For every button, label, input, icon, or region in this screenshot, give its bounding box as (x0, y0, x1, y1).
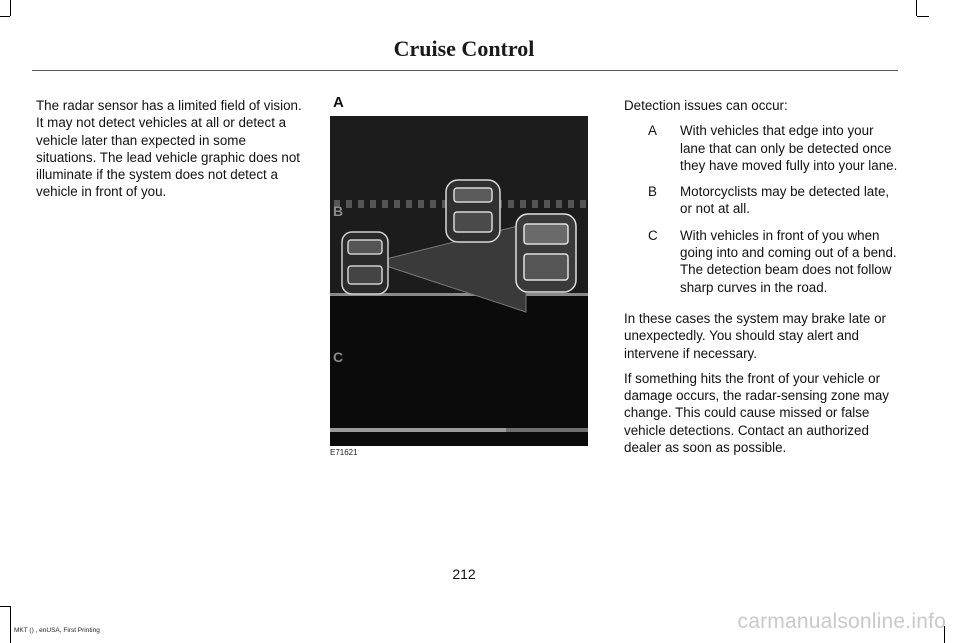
left-paragraph: The radar sensor has a limited field of vision. It may not detect vehicles at all or detect a vehicle later than expected in some situations. The lead vehicle graphic does not illuminate if the system does not detect a vehicle in front of you. (36, 98, 302, 200)
list-item (624, 122, 898, 174)
header-rule (32, 70, 898, 71)
figure-label-a: A (333, 94, 344, 111)
lane-change-car (446, 180, 500, 242)
crop-mark (10, 606, 11, 643)
list-item (624, 183, 898, 218)
crop-mark (0, 606, 10, 607)
watermark: carmanualsonline.info (737, 610, 946, 633)
crop-mark (10, 0, 11, 16)
figure-label-b: B (333, 203, 344, 219)
item-letter: A (648, 123, 657, 139)
figure-code: E71621 (330, 448, 358, 457)
list-item (624, 227, 898, 296)
page-number: 212 (452, 566, 476, 582)
figure-label-c: C (333, 349, 344, 365)
item-text: With vehicles that edge into your lane that can only be detected once they have moved fully into your lane. (680, 123, 898, 173)
radar-figure (330, 116, 588, 446)
edition-footer: MKT () , enUSA, First Printing (14, 627, 100, 634)
item-letter: B (648, 184, 657, 200)
crop-mark (0, 16, 10, 17)
detection-intro: Detection issues can occur: (624, 98, 788, 113)
item-letter: C (648, 227, 658, 243)
brake-warning-paragraph: In these cases the system may brake late or unexpectedly. You should stay alert and intervene if necessary. (624, 310, 886, 361)
page-title: Cruise Control (393, 36, 535, 61)
item-text: Motorcyclists may be detected late, or not at all. (680, 184, 890, 217)
crop-mark (916, 0, 917, 16)
item-text: With vehicles in front of you when going into and coming out of a bend. The detection beam does not follow sharp curves in the road. (680, 227, 897, 295)
crop-mark (917, 16, 929, 17)
radar-illustration (330, 116, 588, 446)
lead-vehicle (516, 214, 576, 292)
right-column (624, 97, 898, 464)
damage-paragraph: If something hits the front of your vehicle or damage occurs, the radar-sensing zone may change. This could cause missed or false vehicle detections. Contact an authorized dealer as soon as possible. (624, 370, 889, 456)
host-car (342, 232, 388, 294)
